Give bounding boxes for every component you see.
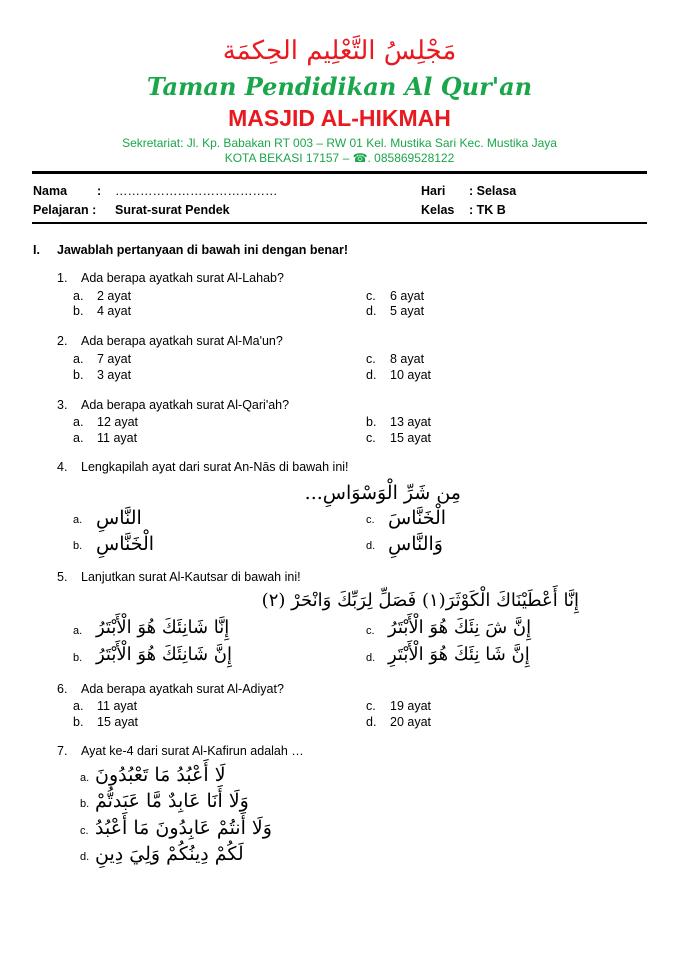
question-number: 5. <box>57 570 68 584</box>
option-text: 8 ayat <box>390 352 425 366</box>
option-label: a. <box>73 699 84 713</box>
option-label: b. <box>73 715 84 729</box>
option-label: c. <box>366 352 376 366</box>
hari-label: Hari <box>421 184 446 198</box>
option-text: 15 ayat <box>97 715 139 729</box>
kelas-value: : TK B <box>469 203 506 217</box>
option-label: a. <box>80 772 90 784</box>
option-2b[interactable] <box>73 368 131 382</box>
option-label: a. <box>73 289 84 303</box>
question-text: Lengkapilah ayat dari surat An-Nās di bawah ini! <box>81 460 349 474</box>
nama-colon: : <box>97 184 102 198</box>
option-5a[interactable]: إِنَّا شَانِئَكَ هُوَ الْأَبْتَرُ <box>96 617 230 638</box>
option-label: c. <box>366 289 376 303</box>
option-label: a. <box>73 352 84 366</box>
option-label: c. <box>80 825 89 837</box>
option-4a[interactable]: النَّاسِ <box>96 507 142 529</box>
info-divider <box>32 222 647 224</box>
mosque-name: MASJID AL-HIKMAH <box>228 105 451 131</box>
arabic-prompt-5: إِنَّا أَعْطَيْنَاكَ الْكَوْثَرَ(١) فَصَلِّ لِرَبِّكَ وَانْحَرْ (٢) <box>261 590 579 611</box>
option-5c[interactable]: إِنَّ شَ نِئَكَ هُوَ الْأَبْتَرُ <box>388 617 532 638</box>
option-text: 11 ayat <box>97 431 138 445</box>
option-3a[interactable] <box>73 415 138 429</box>
option-4d[interactable]: وَالنَّاسِ <box>388 533 443 555</box>
option-label: b. <box>73 540 83 552</box>
pelajaran-value: Surat-surat Pendek <box>115 203 230 217</box>
option-label: c. <box>366 514 375 526</box>
section-number: I. <box>33 243 40 257</box>
option-text: 5 ayat <box>390 304 425 318</box>
question-number: 6. <box>57 682 68 696</box>
question-number: 4. <box>57 460 68 474</box>
option-label: c. <box>366 431 376 445</box>
option-2d[interactable] <box>366 368 431 382</box>
option-text: 3 ayat <box>97 368 132 382</box>
option-7c[interactable]: وَلَا أَنتُمْ عَابِدُونَ مَا أَعْبُدُ <box>95 817 272 839</box>
header-divider <box>32 171 647 174</box>
question-2 <box>57 334 283 348</box>
option-7d[interactable]: لَكُمْ دِينُكُمْ وَلِيَ دِينِ <box>95 843 244 865</box>
question-number: 3. <box>57 398 68 412</box>
nama-blank[interactable]: ………………………………… <box>115 184 278 198</box>
option-text: 13 ayat <box>390 415 432 429</box>
option-5d[interactable]: إِنَّ شَا نِئَكَ هُوَ الْأَبْتَرِ <box>388 644 530 665</box>
option-label: d. <box>366 715 377 729</box>
address-line-2: KOTA BEKASI 17157 – ☎. 085869528122 <box>224 151 455 165</box>
nama-label: Nama <box>33 184 68 198</box>
question-number: 2. <box>57 334 68 348</box>
school-name: Taman Pendidikan Al Qur'an <box>146 72 533 101</box>
option-text: 12 ayat <box>97 415 139 429</box>
option-1b[interactable] <box>73 304 131 318</box>
option-1d[interactable] <box>366 304 424 318</box>
option-label: c. <box>366 699 376 713</box>
question-text: Ada berapa ayatkah surat Al-Adiyat? <box>81 682 284 696</box>
option-text: 19 ayat <box>390 699 432 713</box>
option-5b[interactable]: إِنَّ شَانِئَكَ هُوَ الْأَبْتَرُ <box>96 644 232 665</box>
option-4b[interactable]: الْخَنَّاسِ <box>96 533 155 555</box>
option-label: d. <box>366 304 377 318</box>
option-4c[interactable]: الْخَنَّاسَ <box>388 507 447 529</box>
question-3 <box>57 398 289 412</box>
option-label: d. <box>366 540 376 552</box>
question-text: Ada berapa ayatkah surat Al-Ma'un? <box>81 334 283 348</box>
option-label: a. <box>73 625 83 637</box>
option-label: d. <box>80 851 90 863</box>
info-block <box>33 184 648 220</box>
option-label: a. <box>73 514 83 526</box>
option-2a[interactable] <box>73 352 131 366</box>
option-3a-second[interactable] <box>73 431 137 445</box>
address-line-1: Sekretariat: Jl. Kp. Babakan RT 003 – RW 01 Kel. Mustika Sari Kec. Mustika Jaya <box>122 136 557 150</box>
option-7b[interactable]: وَلَا أَنَا عَابِدٌ مَّا عَبَدتُّمْ <box>95 790 249 812</box>
option-label: b. <box>73 652 83 664</box>
option-2c[interactable] <box>366 352 424 366</box>
option-text: 11 ayat <box>97 699 138 713</box>
option-label: b. <box>366 415 377 429</box>
option-label: b. <box>73 368 84 382</box>
option-6c[interactable] <box>366 699 431 713</box>
question-5 <box>57 570 301 584</box>
pelajaran-label: Pelajaran : <box>33 203 97 217</box>
option-label: a. <box>73 415 84 429</box>
option-label: a. <box>73 431 84 445</box>
option-text: 2 ayat <box>97 289 132 303</box>
option-label: d. <box>366 652 376 664</box>
section-instruction: Jawablah pertanyaan di bawah ini dengan benar! <box>57 243 349 257</box>
option-text: 4 ayat <box>97 304 132 318</box>
option-1a[interactable] <box>73 289 131 303</box>
question-number: 7. <box>57 744 68 758</box>
option-6d[interactable] <box>366 715 431 729</box>
kelas-label: Kelas <box>421 203 455 217</box>
option-text: 6 ayat <box>390 289 425 303</box>
option-7a[interactable]: لَا أَعْبُدُ مَا تَعْبُدُونَ <box>95 764 226 786</box>
option-1c[interactable] <box>366 289 424 303</box>
option-label: b. <box>73 304 84 318</box>
question-text: Ayat ke-4 dari surat Al-Kafirun adalah … <box>81 744 304 758</box>
option-3c[interactable] <box>366 431 431 445</box>
option-6b[interactable] <box>73 715 138 729</box>
option-label: c. <box>366 625 375 637</box>
arabic-prompt-4: مِن شَرِّ الْوَسْوَاسِ... <box>304 482 461 504</box>
hari-value: : Selasa <box>469 184 517 198</box>
option-label: d. <box>366 368 377 382</box>
question-text: Ada berapa ayatkah surat Al-Qari'ah? <box>81 398 290 412</box>
option-6a[interactable] <box>73 699 137 713</box>
question-text: Ada berapa ayatkah surat Al-Lahab? <box>81 271 284 285</box>
option-3b[interactable] <box>366 415 431 429</box>
option-text: 20 ayat <box>390 715 432 729</box>
question-1 <box>57 271 284 285</box>
option-label: b. <box>80 798 90 810</box>
question-7 <box>57 744 304 758</box>
question-6 <box>57 682 284 696</box>
question-number: 1. <box>57 271 68 285</box>
question-4 <box>57 460 349 474</box>
arabic-title: مَجْلِسُ التَّعْلِيم الحِكمَة <box>222 36 457 66</box>
option-text: 7 ayat <box>97 352 132 366</box>
option-text: 10 ayat <box>390 368 432 382</box>
option-text: 15 ayat <box>390 431 432 445</box>
question-text: Lanjutkan surat Al-Kautsar di bawah ini! <box>81 570 301 584</box>
